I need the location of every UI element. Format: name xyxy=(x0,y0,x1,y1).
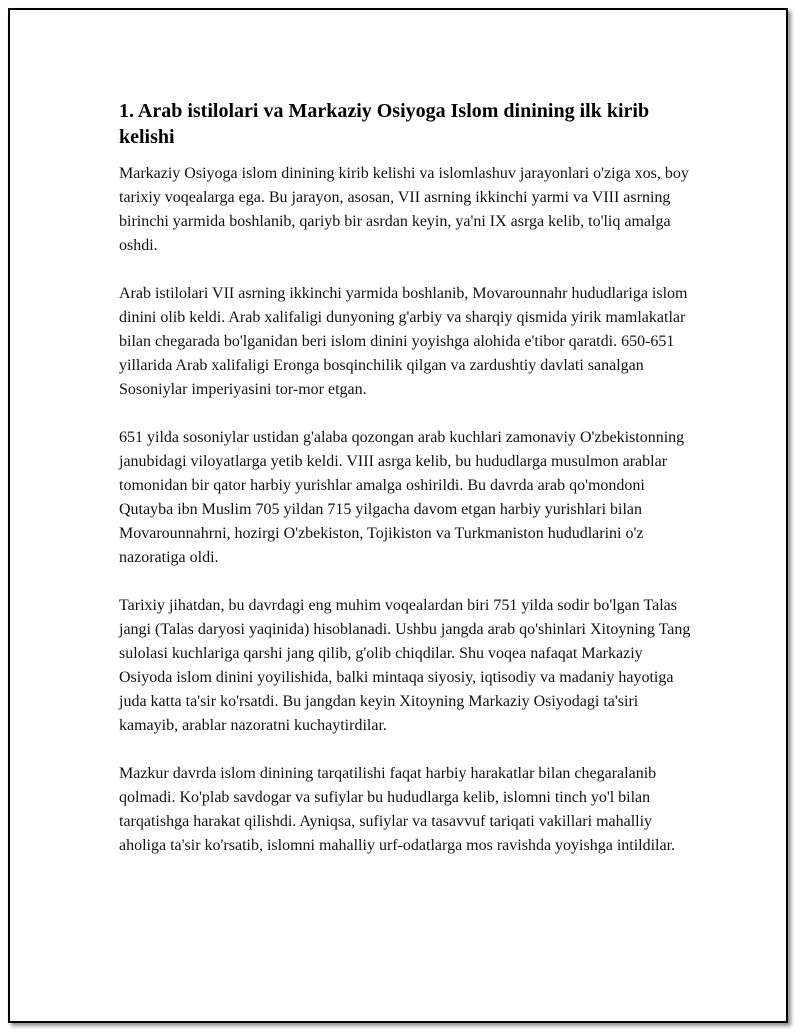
paragraph-1: Markaziy Osiyoga islom dinining kirib kelishi va islomlashuv jarayonlari o'ziga xos, boy tarixiy voqealarga ega. Bu jarayon, asosan, VII asrning ikkinchi yarmi va VIII asrning birinchi yarmida boshlanib, qariyb bir asrdan keyin, ya'ni IX asrga kelib, to'liq amalga oshdi. xyxy=(119,165,689,254)
paragraph-2: Arab istilolari VII asrning ikkinchi yarmida boshlanib, Movarounnahr hududlariga islom dinini olib keldi. Arab xalifaligi dunyoning g'arbiy va sharqiy qismida yirik mamlakatlar bilan chegarada bo'lganidan beri islom dinini yoyishga alohida e'tibor qaratdi. 650-651 yillarida Arab xalifaligi Eronga bosqinchilik qilgan va zardushtiy davlati sanalgan Sosoniylar imperiyasini tor-mor etgan. xyxy=(119,285,688,398)
paragraph-3: 651 yilda sosoniylar ustidan g'alaba qozongan arab kuchlari zamonaviy O'zbekistonning janubidagi viloyatlarga yetib keldi. VIII asrga kelib, bu hududlarga musulmon arablar tomonidan bir qator harbiy yurishlar amalga oshirildi. Bu davrda arab qo'mondoni Qutayba ibn Muslim 705 yildan 715 yilgacha davom etgan harbiy yurishlari bilan Movarounnahrni, hozirgi O'zbekiston, Tojikiston va Turkmaniston hududlarini o'z nazoratiga oldi. xyxy=(119,429,685,566)
section-heading: 1. Arab istilolari va Markaziy Osiyoga Islom dinining ilk kirib kelishi xyxy=(119,100,650,148)
paragraph-4: Tarixiy jihatdan, bu davrdagi eng muhim voqealardan biri 751 yilda sodir bo'lgan Talas jangi (Talas daryosi yaqinida) hisoblanadi. Ushbu jangda arab qo'shinlari Xitoyning Tang sulolasi kuchlariga qarshi jang qilib, g'olib chiqdilar. Shu voqea nafaqat Markaziy Osiyoda islom dinini yoyilishida, balki mintaqa siyosiy, iqtisodiy va madaniy hayotiga juda katta ta'sir ko'rsatdi. Bu jangdan keyin Xitoyning Markaziy Osiyodagi ta'siri kamayib, arablar nazoratni kuchaytirdilar. xyxy=(119,597,691,734)
document-page xyxy=(8,8,788,1023)
paragraph-5: Mazkur davrda islom dinining tarqatilishi faqat harbiy harakatlar bilan chegaralanib qolmadi. Ko'plab savdogar va sufiylar bu hududlarga kelib, islomni tinch yo'l bilan tarqatishga harakat qilishdi. Ayniqsa, sufiylar va tasavvuf tariqati vakillari mahalliy aholiga ta'sir ko'rsatib, islomni mahalliy urf-odatlarga mos ravishda yoyishga intildilar. xyxy=(119,765,676,854)
document-body xyxy=(119,98,694,882)
